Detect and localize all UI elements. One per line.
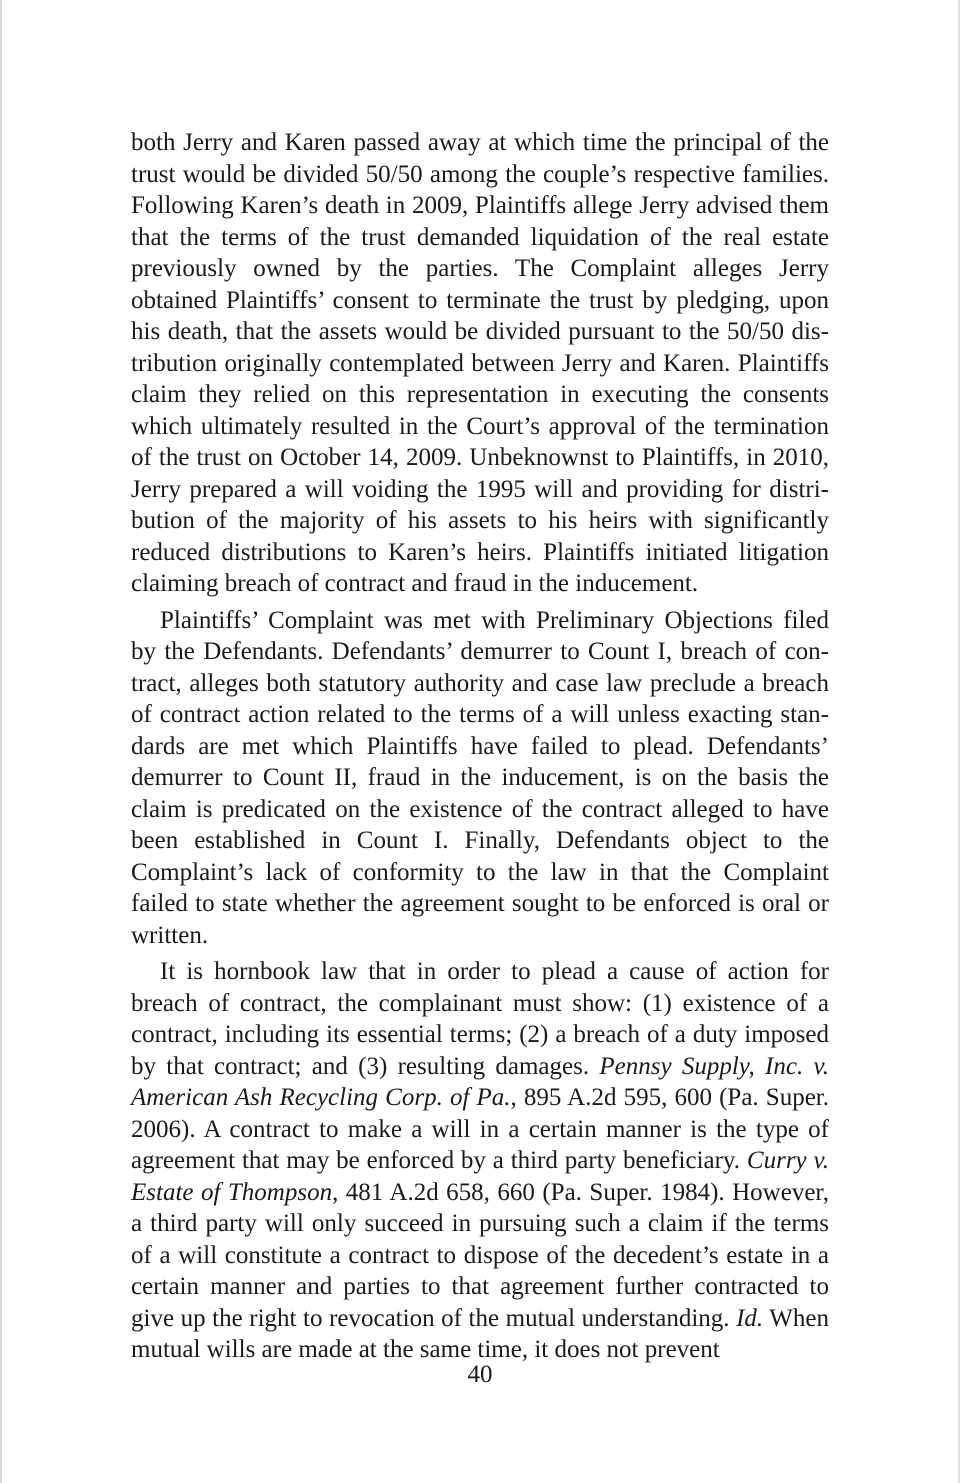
page-number: 40	[467, 1361, 493, 1388]
paragraph-text: , 895 A.2d 595, 600 (Pa. Super. 2006). A contract to make a will in a certain manner is the type of agreement that may be enforced by a third party beneficiary.	[131, 1084, 829, 1174]
paragraph-text: When mutual wills are made at the same time, it does not prevent	[131, 1304, 829, 1363]
case-citation: Pennsy Supply, Inc. v. American Ash Recycling Corp. of Pa.	[131, 1052, 829, 1111]
paragraph: both Jerry and Karen passed away at which time the principal of the trust would be divided 50/50 among the couple’s respective families. Following Karen’s death in 2009, Plaintiffs allege Jerry advised them that the terms of the trust demanded liquidation of the real estate previously owned by the parties. The Complaint alleges Jerry obtained Plaintiffs’ consent to terminate the trust by pledging, upon his death, that the assets would be divided pursuant to the 50/50 distribution originally contemplated between Jerry and Karen. Plaintiffs claim they relied on this representation in executing the consents which ultimately resulted in the Court’s approval of the termination of the trust on October 14, 2009. Unbeknownst to Plaintiffs, in 2010, Jerry prepared a will voiding the 1995 will and providing for distribution of the majority of his assets to his heirs with significantly reduced distributions to Karen’s heirs. Plaintiffs initiated litigation claiming breach of contract and fraud in the inducement.	[131, 129, 829, 597]
case-citation: Curry v. Estate of Thompson	[131, 1147, 829, 1206]
page-edge-left	[0, 0, 2, 1483]
case-citation: Id.	[736, 1304, 764, 1332]
paragraph	[131, 956, 829, 1366]
body-text	[131, 127, 829, 1371]
paragraph: Plaintiffs’ Complaint was met with Preliminary Objections filed by the Defendants. Defendants’ demurrer to Count I, breach of contract, alleges both statutory authority and case law preclude a breach of contract action related to the terms of a will unless exacting standards are met which Plaintiffs have failed to plead. Defendants’ demurrer to Count II, fraud in the inducement, is on the basis the claim is predicated on the existence of the contract alleged to have been established in Count I. Finally, Defendants object to the Complaint’s lack of conformity to the law in that the Complaint failed to state whether the agreement sought to be enforced is oral or written.	[131, 606, 829, 949]
paragraph-text: , 481 A.2d 658, 660 (Pa. Super. 1984). However, a third party will only succeed in pursuing such a claim if the terms of a will constitute a contract to dispose of the decedent’s estate in a certain manner and parties to that agreement further contracted to give up the right to revocation of the mutual understanding.	[131, 1178, 829, 1332]
paragraph-text: It is hornbook law that in order to plead a cause of action for breach of contract, the complainant must show: (1) existence of a contract, including its essential terms; (2) a breach of a duty imposed by that contract; and (3) resulting damages.	[131, 958, 829, 1080]
